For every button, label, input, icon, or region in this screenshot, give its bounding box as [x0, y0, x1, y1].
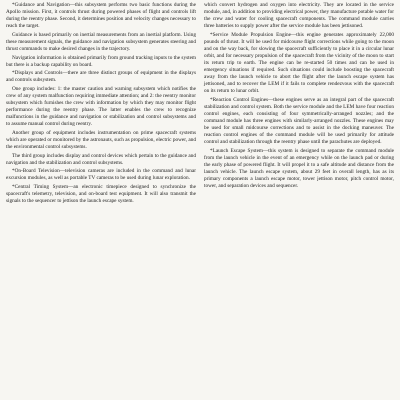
- paragraph: *On-Board Television—television cameras are included in the command and lunar excursion modules, as well as portable TV cameras to be used during lunar exploration.: [6, 168, 196, 182]
- paragraph: Another group of equipment includes instrumentation on prime spacecraft systems which are operated or monitored by the astronauts, such as propulsion, electric power, and the environmental control subsystems.: [6, 129, 196, 150]
- paragraph: *Central Timing System—an electronic timepiece designed to synchronize the spacecraft's telemetry, television, and on-board test equipment. It will also transmit the signals to the sequencer to jettison the launch escape system.: [6, 183, 196, 204]
- left-column: [6, 2, 196, 400]
- paragraph: Navigation information is obtained primarily from ground tracking inputs to the system but there is a backup capability on board.: [6, 54, 196, 68]
- paragraph: One group includes: 1: the master caution and warning subsystem which notifies the crew of any system malfunction requiring immediate attention; and 2: the reentry monitor subsystem which furnishes the crew with information by which they may monitor flight performance during the reentry phase. The latter enables the crew to recognize malfunctions in the guidance and navigation or stabilization and control subsystems and to assume manual control during reentry.: [6, 85, 196, 128]
- paragraph: *Service Module Propulsion Engine—this engine generates approximately 22,000 pounds of thrust. It will be used for midcourse flight corrections while going to the moon and on the way back, for slowing the spacecraft sufficiently to place it in a circular lunar orbit, and for necessary propulsion of the spacecraft from the vicinity of the moon to start its return trip to earth. The engine can be re-started 50 times and can be used in emergency situations if required. Such situations could include boosting the spacecraft away from the launch vehicle to abort the flight after the launch escape system has jettisoned, and to recover the LEM if it fails to complete rendezvous with the spacecraft on its return to lunar orbit.: [204, 31, 394, 95]
- paragraph: *Guidance and Navigation—this subsystem performs two basic functions during the Apollo mission. First, it controls thrust during powered phases of flight and controls lift during the reentry phase. Second, it determines position and velocity changes necessary to reach the target.: [6, 2, 196, 30]
- paragraph: *Reaction Control Engines—these engines serve as an integral part of the spacecraft stabilization and control system. Both the service module and the LEM have four reaction control engines, each consisting of four symmetrically-arranged nozzles; and the command module has three engines with similarly-arranged nozzles. These engines may be used for small midcourse corrections and to assist in the docking maneuver. The reaction control engines of the command module will be used primarily for attitude control and stabilization through the reentry phase until the parachutes are deployed.: [204, 96, 394, 146]
- right-column: [204, 2, 394, 400]
- paragraph: Guidance is based primarily on inertial measurements from an inertial platform. Using these measurement signals, the guidance and navigation subsystem generates steering and thrust commands to make desired changes in the trajectory.: [6, 31, 196, 52]
- paragraph: which convert hydrogen and oxygen into electricity. They are located in the service module, and, in addition to providing electrical power, they manufacture potable water for the crew and water for cooling spacecraft components. The command module carries three batteries to supply power after the service module has been jettisoned.: [204, 2, 394, 30]
- paragraph: *Displays and Controls—there are three distinct groups of equipment in the displays and controls subsystem.: [6, 70, 196, 84]
- paragraph: *Launch Escape System—this system is designed to separate the command module from the launch vehicle in the event of an emergency while on the launch pad or during the early phase of powered flight. It will propel it to a safe altitude and distance from the launch vehicle. The launch escape system, about 29 feet in overall length, has as its primary components a launch escape motor, tower jettison motor, pitch control motor, tower, and separation devices and sequencer.: [204, 147, 394, 189]
- paragraph: The third group includes display and control devices which pertain to the guidance and navigation and the stabilization and control subsystems.: [6, 152, 196, 166]
